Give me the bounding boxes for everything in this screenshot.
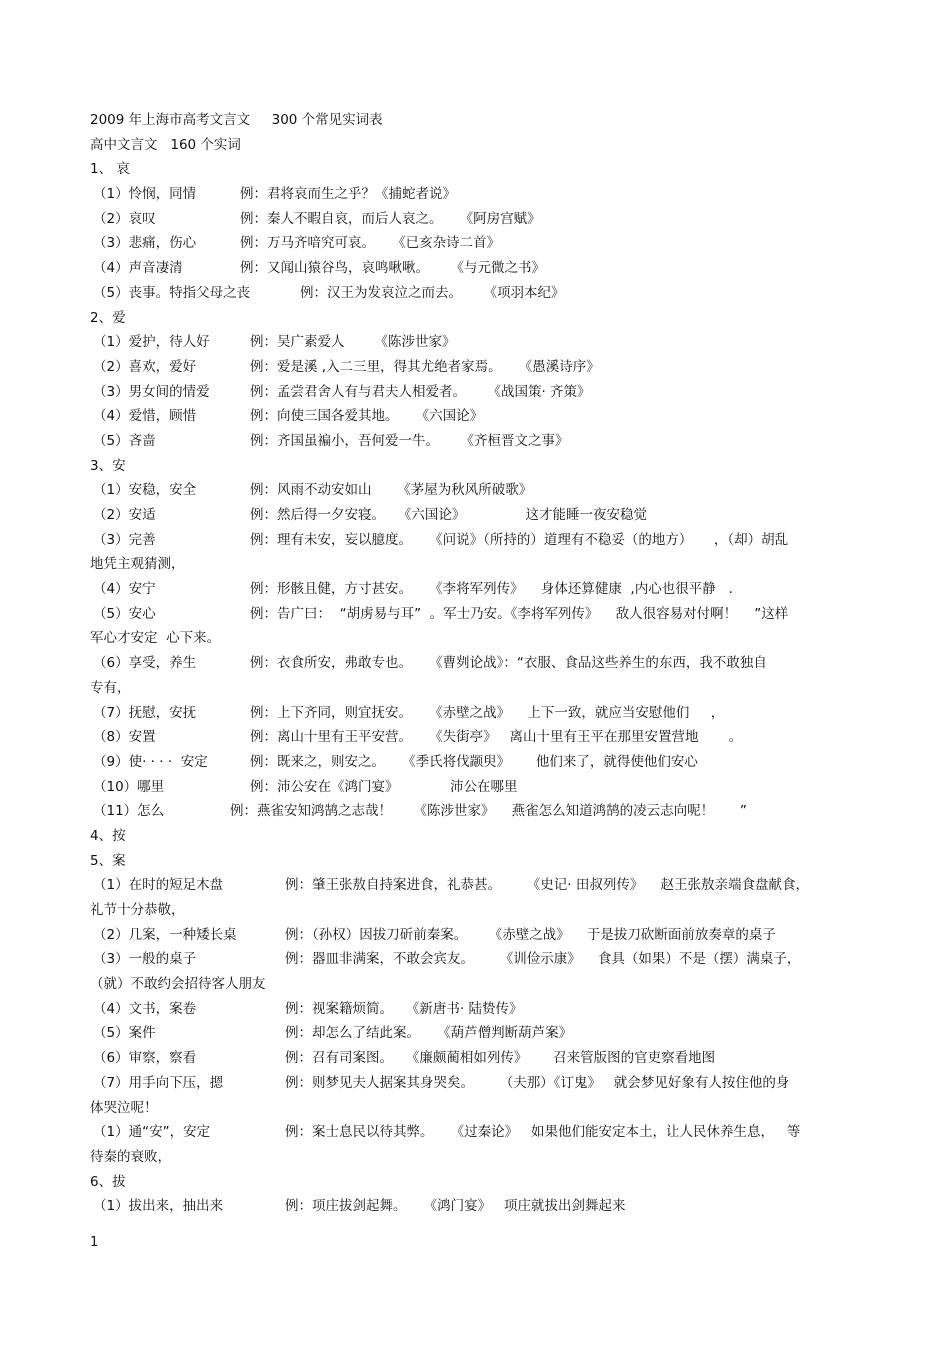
meaning-label: （11）怎么 bbox=[93, 803, 165, 820]
meaning-row bbox=[0, 1194, 950, 1219]
example-text: 例：向使三国各爱其地。 《六国论》 bbox=[250, 408, 484, 425]
meaning-row bbox=[0, 207, 950, 232]
example-text: 例：案士息民以待其弊。 《过秦论》 如果他们能安定本土，让人民休养生息， 等 bbox=[285, 1124, 801, 1141]
meaning-row bbox=[0, 256, 950, 281]
meaning-label: （9）使· · · · 安定 bbox=[93, 753, 208, 770]
meaning-label: （1）通“安”，安定 bbox=[93, 1124, 211, 1141]
document-subtitle bbox=[0, 133, 950, 158]
example-text: 例：衣食所安，弗敢专也。 《曹刿论战》：“衣服、食品这些养生的东西，我不敢独自 bbox=[250, 655, 767, 672]
line-text: （就）不敢约会招待客人朋友 bbox=[90, 976, 266, 993]
line-text: 5、案 bbox=[90, 852, 126, 869]
meaning-row bbox=[0, 997, 950, 1022]
meaning-label: （4）安宁 bbox=[93, 581, 156, 598]
meaning-label: （5）丧事。特指父母之丧 bbox=[93, 284, 251, 301]
meaning-row bbox=[0, 775, 950, 800]
meaning-label: （4）文书，案卷 bbox=[93, 1000, 197, 1017]
meaning-label: （2）喜欢，爱好 bbox=[93, 358, 197, 375]
meaning-label: （5）案件 bbox=[93, 1025, 156, 1042]
word-heading bbox=[0, 1170, 950, 1195]
example-text: 例：项庄拔剑起舞。 《鸿门宴》 项庄就拔出剑舞起来 bbox=[285, 1198, 626, 1215]
meaning-label: （7）用手向下压，摁 bbox=[93, 1074, 224, 1091]
meaning-label: （7）抚慰，安抚 bbox=[93, 704, 197, 721]
meaning-label: （3）悲痛，伤心 bbox=[93, 235, 197, 252]
meaning-label: （3）男女间的情爱 bbox=[93, 383, 210, 400]
line-text: 待秦的衰败， bbox=[90, 1148, 171, 1165]
continuation-line bbox=[0, 552, 950, 577]
example-text: 例：又闻山猿谷鸟，哀鸣啾啾。 《与元微之书》 bbox=[240, 260, 545, 277]
meaning-label: （6）审察，察看 bbox=[93, 1050, 197, 1067]
meaning-label: （3）完善 bbox=[93, 531, 156, 548]
example-text: 例：器皿非满案，不敢会宾友。 《训俭示康》 食具（如果）不是（摆）满桌子， bbox=[285, 951, 801, 968]
meaning-label: （1）安稳，安全 bbox=[93, 482, 197, 499]
meaning-row bbox=[0, 873, 950, 898]
example-text: 例：则梦见夫人据案其身哭矣。 （夫那）《订鬼》 就会梦见好象有人按住他的身 bbox=[285, 1074, 790, 1091]
continuation-line bbox=[0, 898, 950, 923]
meaning-row bbox=[0, 701, 950, 726]
example-text: 例：沛公安在《鸿门宴》 沛公在哪里 bbox=[250, 778, 518, 795]
example-text: 例：上下齐同，则宜抚安。 《赤壁之战》 上下一致，就应当安慰他们 ， bbox=[250, 704, 725, 721]
meaning-row bbox=[0, 330, 950, 355]
document-body bbox=[0, 108, 950, 1219]
example-text: 例：形骸且健，方寸甚安。 《李将军列传》 身体还算健康 ,内心也很平静 . bbox=[250, 581, 733, 598]
word-heading bbox=[0, 306, 950, 331]
meaning-row bbox=[0, 380, 950, 405]
meaning-label: （5）安心 bbox=[93, 605, 156, 622]
word-heading bbox=[0, 157, 950, 182]
page-number: 1 bbox=[90, 1235, 99, 1250]
document-title bbox=[0, 108, 950, 133]
meaning-row bbox=[0, 923, 950, 948]
example-text: 例：燕雀安知鸿鹄之志哉！ 《陈涉世家》 燕雀怎么知道鸿鹄的凌云志向呢！ ” bbox=[230, 803, 747, 820]
line-text: 体哭泣呢！ bbox=[90, 1099, 158, 1116]
example-text: 例：秦人不暇自哀，而后人哀之。 《阿房宫赋》 bbox=[240, 210, 541, 227]
line-text: 2009 年上海市高考文言文 300 个常见实词表 bbox=[90, 112, 383, 128]
meaning-label: （1）在时的短足木盘 bbox=[93, 877, 224, 894]
meaning-row bbox=[0, 182, 950, 207]
word-heading bbox=[0, 824, 950, 849]
continuation-line bbox=[0, 626, 950, 651]
example-text: 例：孟尝君舍人有与君夫人相爱者。 《战国策· 齐策》 bbox=[250, 383, 591, 400]
example-text: 例：理有未安，妄以臆度。 《问说》（所持的）道理有不稳妥（的地方） ，（却）胡乱 bbox=[250, 531, 789, 548]
example-text: 例：爱是溪 ,入二三里，得其尤绝者家焉。 《愚溪诗序》 bbox=[250, 358, 600, 375]
example-text: 例：万马齐喑究可哀。 《已亥杂诗二首》 bbox=[240, 235, 501, 252]
meaning-label: （2）几案，一种矮长桌 bbox=[93, 926, 237, 943]
line-text: 专有， bbox=[90, 679, 131, 696]
meaning-row bbox=[0, 947, 950, 972]
meaning-row bbox=[0, 478, 950, 503]
example-text: 例：（孙权）因拔刀斫前秦案。 《赤壁之战》 于是拔刀砍断面前放奏章的桌子 bbox=[285, 926, 776, 943]
continuation-line bbox=[0, 676, 950, 701]
meaning-row bbox=[0, 750, 950, 775]
meaning-row bbox=[0, 429, 950, 454]
example-text: 例：齐国虽褊小，吾何爱一牛。 《齐桓晋文之事》 bbox=[250, 432, 569, 449]
example-text: 例：离山十里有王平安营。 《失街亭》 离山十里有王平在那里安置营地 。 bbox=[250, 729, 743, 746]
meaning-label: （4）声音凄清 bbox=[93, 260, 183, 277]
meaning-row bbox=[0, 577, 950, 602]
line-text: 军心才安定 心下来。 bbox=[90, 630, 221, 647]
meaning-row bbox=[0, 503, 950, 528]
meaning-row bbox=[0, 1021, 950, 1046]
line-text: 高中文言文 160 个实词 bbox=[90, 136, 241, 153]
example-text: 例：君将哀而生之乎？《捕蛇者说》 bbox=[240, 186, 456, 203]
example-text: 例：吴广素爱人 《陈涉世家》 bbox=[250, 334, 456, 351]
example-text: 例：风雨不动安如山 《茅屋为秋风所破歌》 bbox=[250, 482, 533, 499]
line-text: 3、安 bbox=[90, 457, 126, 474]
meaning-row bbox=[0, 799, 950, 824]
meaning-row bbox=[0, 651, 950, 676]
meaning-label: （4）爱惜，顾惜 bbox=[93, 408, 197, 425]
example-text: 例：既来之，则安之。 《季氏将伐颛臾》 他们来了，就得使他们安心 bbox=[250, 753, 698, 770]
meaning-row bbox=[0, 602, 950, 627]
line-text: 4、按 bbox=[90, 827, 126, 844]
example-text: 例：视案籍烦简。 《新唐书· 陆贽传》 bbox=[285, 1000, 523, 1017]
meaning-row bbox=[0, 281, 950, 306]
meaning-label: （1）怜悯，同情 bbox=[93, 186, 197, 203]
example-text: 例：肇王张敖自持案进食，礼恭甚。 《史记· 田叔列传》 赵王张敖亲端食盘献食， bbox=[285, 877, 809, 894]
meaning-row bbox=[0, 404, 950, 429]
meaning-label: （1）爱护，待人好 bbox=[93, 334, 210, 351]
meaning-row bbox=[0, 528, 950, 553]
meaning-label: （10）哪里 bbox=[93, 778, 165, 795]
line-text: 地凭主观猜测， bbox=[90, 556, 185, 573]
meaning-row bbox=[0, 355, 950, 380]
line-text: 1、 哀 bbox=[90, 161, 130, 178]
word-heading bbox=[0, 454, 950, 479]
word-heading bbox=[0, 849, 950, 874]
line-text: 6、拔 bbox=[90, 1173, 126, 1190]
meaning-label: （1）拔出来，抽出来 bbox=[93, 1198, 224, 1215]
example-text: 例：召有司案图。 《廉颇蔺相如列传》 召来管版图的官吏察看地图 bbox=[285, 1050, 716, 1067]
example-text: 例：告广曰： “胡虏易与耳” 。军士乃安。《李将军列传》 敌人很容易对付啊！ ”这样 bbox=[250, 605, 789, 622]
meaning-row bbox=[0, 1120, 950, 1145]
meaning-label: （2）安适 bbox=[93, 507, 156, 523]
continuation-line bbox=[0, 1145, 950, 1170]
meaning-row bbox=[0, 1071, 950, 1096]
meaning-label: （5）吝啬 bbox=[93, 432, 156, 449]
example-text: 例：却怎么了结此案。 《葫芦僧判断葫芦案》 bbox=[285, 1025, 573, 1042]
meaning-row bbox=[0, 725, 950, 750]
meaning-label: （8）安置 bbox=[93, 729, 156, 746]
meaning-label: （6）享受，养生 bbox=[93, 655, 197, 672]
continuation-line bbox=[0, 1096, 950, 1121]
example-text: 例：汉王为发哀泣之而去。 《项羽本纪》 bbox=[300, 284, 565, 301]
meaning-row bbox=[0, 231, 950, 256]
continuation-line bbox=[0, 972, 950, 997]
example-text: 例：然后得一夕安寝。 《六国论》 这才能睡一夜安稳觉 bbox=[250, 507, 647, 523]
line-text: 礼节十分恭敬， bbox=[90, 902, 185, 918]
meaning-row bbox=[0, 1046, 950, 1071]
meaning-label: （3）一般的桌子 bbox=[93, 951, 197, 968]
meaning-label: （2）哀叹 bbox=[93, 210, 156, 227]
line-text: 2、爱 bbox=[90, 309, 126, 326]
